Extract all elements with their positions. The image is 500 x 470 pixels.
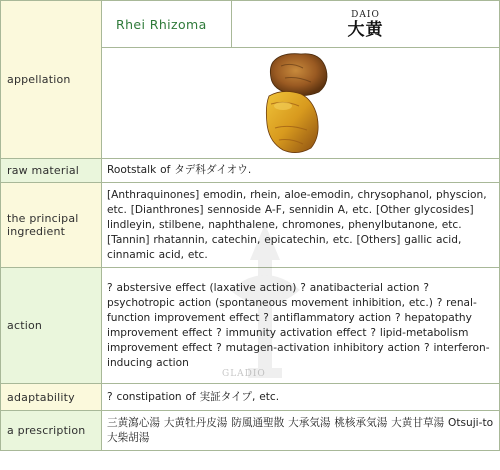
rhubarb-rhizome-image (261, 48, 341, 158)
principal-ingredient-row (1, 183, 500, 268)
prescription-label: a prescription (7, 424, 86, 437)
japanese-name-cell (232, 1, 500, 48)
adaptability-value: ? constipation of 実証タイプ, etc. (102, 384, 500, 411)
appellation-label-cell (1, 1, 102, 159)
action-label: action (7, 319, 43, 332)
english-name-cell (102, 1, 232, 48)
raw-material-label-cell (1, 159, 102, 183)
specimen-photo-cell (102, 48, 500, 159)
header-row (1, 1, 500, 48)
prescription-row (1, 411, 500, 451)
action-value: ? abstersive effect (laxative action) ? anatibacterial action ? psychotropic action (spontaneous movement inhibition, etc.) ? renal-function improvement effect ? antiflammatory action ? hepatopathy improvement effect ? immunity activation effect ? lipid-metabolism improvement effect ? mutagen-activation inhibitory action ? interferon-inducing action (102, 268, 500, 384)
raw-material-value: Rootstalk of タデ科ダイオウ. (102, 159, 500, 183)
action-row (1, 268, 500, 384)
principal-ingredient-value: [Anthraquinones] emodin, rhein, aloe-emodin, chrysophanol, physcion, etc. [Dianthrones] sennoside A-F, sennidin A, etc. [Other glycosides] lindleyin, stilbene, naphthalene, chromones, phenylbutanone, etc. [Tannin] rhatannin, catechin, epicatechin, etc. [Others] gallic acid, cinnamic acid, etc. (102, 183, 500, 268)
action-label-cell (1, 268, 102, 384)
principal-ingredient-label: the principal ingredient (7, 212, 79, 238)
prescription-label-cell (1, 411, 102, 451)
english-name: Rhei Rhizoma (116, 16, 207, 32)
adaptability-label: adaptability (7, 390, 75, 404)
gladio-watermark-text: GLADIO (222, 369, 266, 379)
japanese-reading: DAIO (351, 10, 380, 20)
raw-material-row (1, 159, 500, 183)
appellation-label: appellation (7, 73, 71, 86)
adaptability-label-cell (1, 384, 102, 411)
prescription-value: 三黄瀉心湯 大黄牡丹皮湯 防風通聖散 大承気湯 桃核承気湯 大黄甘草湯 Otsuji-to 大柴胡湯 (102, 411, 500, 451)
raw-material-label: raw material (7, 164, 80, 177)
principal-ingredient-label-cell (1, 183, 102, 268)
japanese-name: 大黄 (347, 20, 384, 40)
adaptability-row (1, 384, 500, 411)
